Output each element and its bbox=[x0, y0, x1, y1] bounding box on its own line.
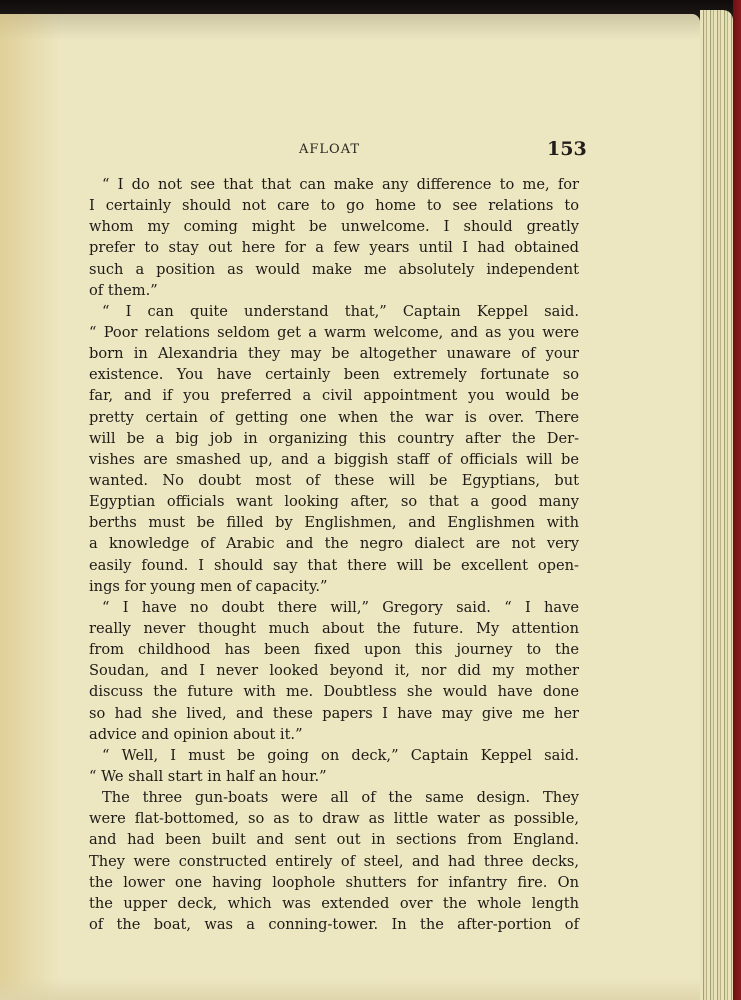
page-edges-stack bbox=[700, 10, 733, 1000]
text-line: existence. You have certainly been extremely fortunate so bbox=[89, 366, 579, 384]
text-line: advice and opinion about it.” bbox=[89, 725, 303, 743]
text-line: The three gun-boats were all of the same design. They bbox=[102, 789, 579, 807]
text-line: really never thought much about the future. My attention bbox=[89, 619, 579, 637]
text-line: “ Well, I must be going on deck,” Captain Keppel said. bbox=[102, 746, 579, 764]
text-line: easily found. I should say that there will be excellent open- bbox=[89, 556, 579, 574]
book-cover-edge bbox=[733, 0, 741, 1000]
text-line: the upper deck, which was extended over the whole length bbox=[89, 894, 579, 912]
page-header bbox=[0, 138, 700, 162]
text-line: so had she lived, and these papers I have may give me her bbox=[89, 704, 579, 722]
text-line: the lower one having loophole shutters for infantry fire. On bbox=[89, 873, 579, 891]
text-line: such a position as would make me absolutely independent bbox=[89, 260, 579, 278]
text-line: will be a big job in organizing this country after the Der- bbox=[89, 429, 579, 447]
text-line: whom my coming might be unwelcome. I should greatly bbox=[89, 218, 579, 236]
text-line: and had been built and sent out in sections from England. bbox=[89, 831, 579, 849]
text-line: pretty certain of getting one when the war is over. There bbox=[89, 408, 579, 426]
text-line: Egyptian officials want looking after, so that a good many bbox=[89, 493, 579, 511]
text-line: wanted. No doubt most of these will be Egyptians, but bbox=[89, 471, 579, 489]
text-line: from childhood has been fixed upon this journey to the bbox=[89, 641, 579, 659]
text-line: a knowledge of Arabic and the negro dialect are not very bbox=[89, 535, 579, 553]
text-line: far, and if you preferred a civil appointment you would be bbox=[89, 387, 579, 405]
text-line: were flat-bottomed, so as to draw as little water as possible, bbox=[89, 810, 579, 828]
text-line: “ I can quite understand that,” Captain Keppel said. bbox=[102, 302, 579, 320]
text-line: Soudan, and I never looked beyond it, nor did my mother bbox=[89, 662, 579, 680]
text-line: “ We shall start in half an hour.” bbox=[89, 767, 327, 785]
text-line: “ Poor relations seldom get a warm welcome, and as you were bbox=[89, 323, 579, 341]
text-line: vishes are smashed up, and a biggish staff of officials will be bbox=[89, 450, 579, 468]
text-line: I certainly should not care to go home to see relations to bbox=[89, 197, 579, 215]
text-line: berths must be filled by Englishmen, and Englishmen with bbox=[89, 514, 579, 532]
text-line: prefer to stay out here for a few years until I had obtained bbox=[89, 239, 579, 257]
book-page bbox=[0, 14, 700, 1000]
page-number: 153 bbox=[547, 138, 587, 160]
text-line: born in Alexandria they may be altogether unaware of your bbox=[89, 345, 579, 363]
text-line: “ I have no doubt there will,” Gregory said. “ I have bbox=[102, 598, 579, 616]
text-line: They were constructed entirely of steel, and had three decks, bbox=[89, 852, 579, 870]
text-line: discuss the future with me. Doubtless she would have done bbox=[89, 683, 579, 701]
text-line: “ I do not see that that can make any difference to me, for bbox=[102, 176, 579, 193]
text-line: of them.” bbox=[89, 281, 158, 299]
body-text bbox=[89, 174, 579, 935]
text-line: of the boat, was a conning-tower. In the after-portion of bbox=[89, 915, 579, 933]
running-head: AFLOAT bbox=[299, 142, 361, 157]
text-line: ings for young men of capacity.” bbox=[89, 577, 328, 595]
page-bottom-shadow bbox=[0, 978, 700, 1000]
